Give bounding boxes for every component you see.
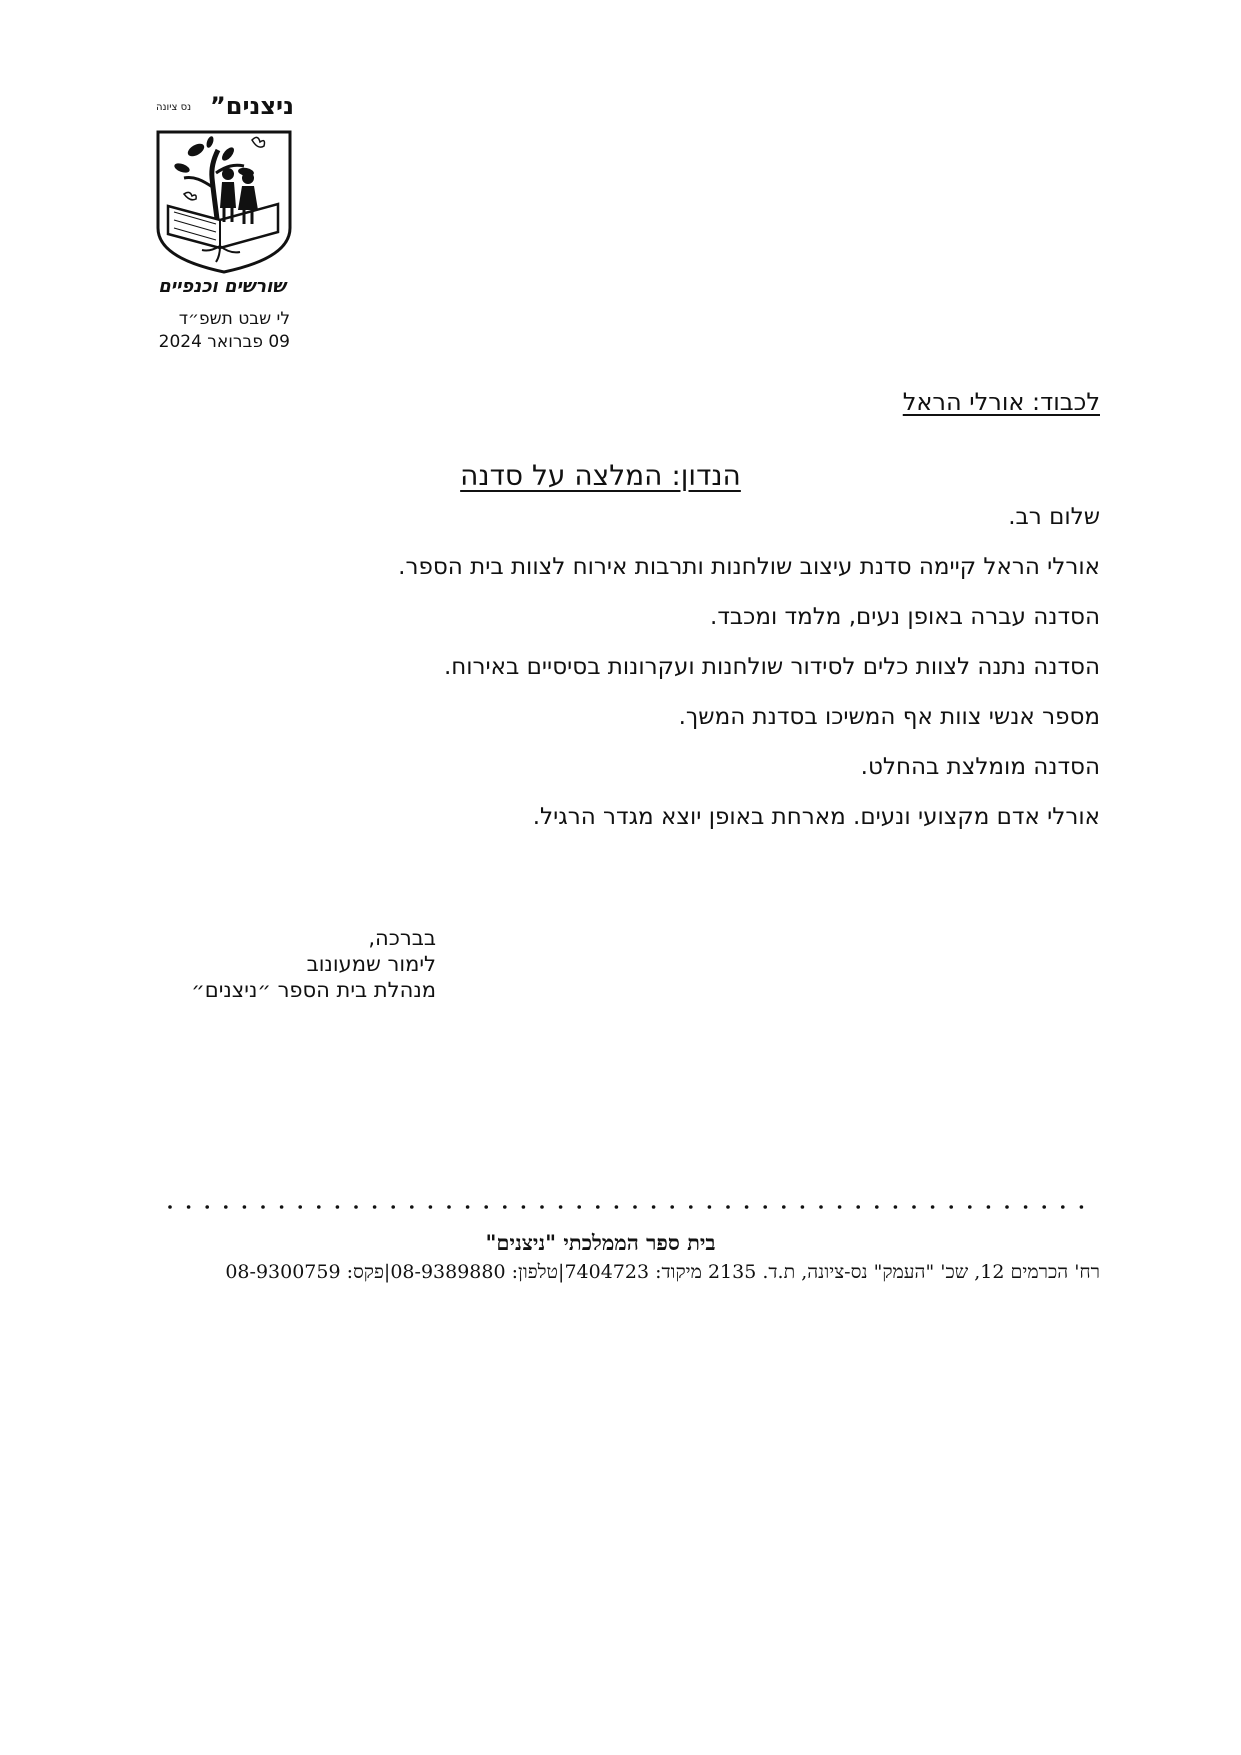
divider-dot (949, 1205, 953, 1209)
date-hebrew: לי שבט תשפ״ד (178, 309, 290, 329)
signature-closing: בברכה, (368, 926, 436, 950)
divider-dot (894, 1205, 898, 1209)
divider-dot (615, 1205, 619, 1209)
letter-body (140, 500, 1100, 850)
divider-dot (596, 1205, 600, 1209)
logo-title (148, 94, 304, 124)
divider-dot (429, 1205, 433, 1209)
subject-text: הנדון: המלצה על סדנה (460, 459, 741, 492)
divider-dot (689, 1205, 693, 1209)
divider-dot (819, 1205, 823, 1209)
footer-title-text: בית ספר הממלכתי "ניצנים" (485, 1230, 716, 1255)
divider-dot (447, 1205, 451, 1209)
logo-crest-icon (154, 128, 294, 276)
logo-motto: שורשים וכנפיים (158, 276, 286, 297)
school-logo (148, 94, 304, 302)
date-gregorian: 09 פברואר 2024 (158, 332, 290, 352)
body-line: הסדנה עברה באופן נעים, מלמד ומכבד. (710, 604, 1100, 630)
subject-heading (0, 459, 1241, 492)
divider-dot (522, 1205, 526, 1209)
divider-dot (763, 1205, 767, 1209)
divider-dot (726, 1205, 730, 1209)
signature-name: לימור שמעונוב (306, 952, 436, 976)
divider-dot (968, 1205, 972, 1209)
divider-dot (168, 1205, 172, 1209)
divider-dot (280, 1205, 284, 1209)
body-line: מספר אנשי צוות אף המשיכו בסדנת המשך. (678, 704, 1100, 730)
footer-school-name (0, 1230, 1241, 1256)
divider-dot (336, 1205, 340, 1209)
divider-dot (670, 1205, 674, 1209)
divider-dot (801, 1205, 805, 1209)
body-line: הסדנה נתנה לצוות כלים לסידור שולחנות ועקרונות בסיסיים באירוח. (443, 654, 1100, 680)
divider-dot (559, 1205, 563, 1209)
divider-dot (243, 1205, 247, 1209)
divider-dot (875, 1205, 879, 1209)
divider-dot (1005, 1205, 1009, 1209)
logo-name: ”ניצנים (209, 92, 294, 120)
divider-dot (1042, 1205, 1046, 1209)
body-line: שלום רב. (1008, 504, 1100, 530)
divider-dot (466, 1205, 470, 1209)
divider-dot (782, 1205, 786, 1209)
signature-role: מנהלת בית הספר ״ניצנים״ (191, 978, 436, 1002)
divider-dot (745, 1205, 749, 1209)
divider-dot (317, 1205, 321, 1209)
recipient-line: לכבוד: אורלי הראל (902, 388, 1100, 416)
divider-dot (838, 1205, 842, 1209)
divider-dot (1061, 1205, 1065, 1209)
divider-dot (912, 1205, 916, 1209)
divider-dot (224, 1205, 228, 1209)
divider-dot (391, 1205, 395, 1209)
body-line: אורלי הראל קיימה סדנת עיצוב שולחנות ותרבות אירוח לצוות בית הספר. (398, 554, 1100, 580)
divider-dot (298, 1205, 302, 1209)
divider-dot (503, 1205, 507, 1209)
divider-dot (856, 1205, 860, 1209)
footer-address: רח' הכרמים 12, שכ' "העמק" נס-ציונה, ת.ד. 2135 מיקוד: 7404723|טלפון: 08-9389880|פקס: 08-9300759 (225, 1261, 1100, 1283)
divider-dot (261, 1205, 265, 1209)
dotted-divider (166, 1199, 1090, 1215)
divider-dot (1024, 1205, 1028, 1209)
body-line: הסדנה מומלצת בהחלט. (860, 754, 1100, 780)
divider-dot (931, 1205, 935, 1209)
divider-dot (540, 1205, 544, 1209)
divider-dot (410, 1205, 414, 1209)
divider-dot (484, 1205, 488, 1209)
logo-city: נס ציונה (156, 102, 192, 113)
signature-block (136, 925, 436, 1003)
body-line: אורלי אדם מקצועי ונעים. מארחת באופן יוצא מגדר הרגיל. (532, 804, 1100, 830)
divider-dot (652, 1205, 656, 1209)
divider-dot (708, 1205, 712, 1209)
divider-dot (1080, 1205, 1084, 1209)
divider-dot (373, 1205, 377, 1209)
divider-dot (633, 1205, 637, 1209)
divider-dot (354, 1205, 358, 1209)
divider-dot (187, 1205, 191, 1209)
divider-dot (205, 1205, 209, 1209)
divider-dot (987, 1205, 991, 1209)
letter-date (140, 308, 290, 354)
divider-dot (577, 1205, 581, 1209)
